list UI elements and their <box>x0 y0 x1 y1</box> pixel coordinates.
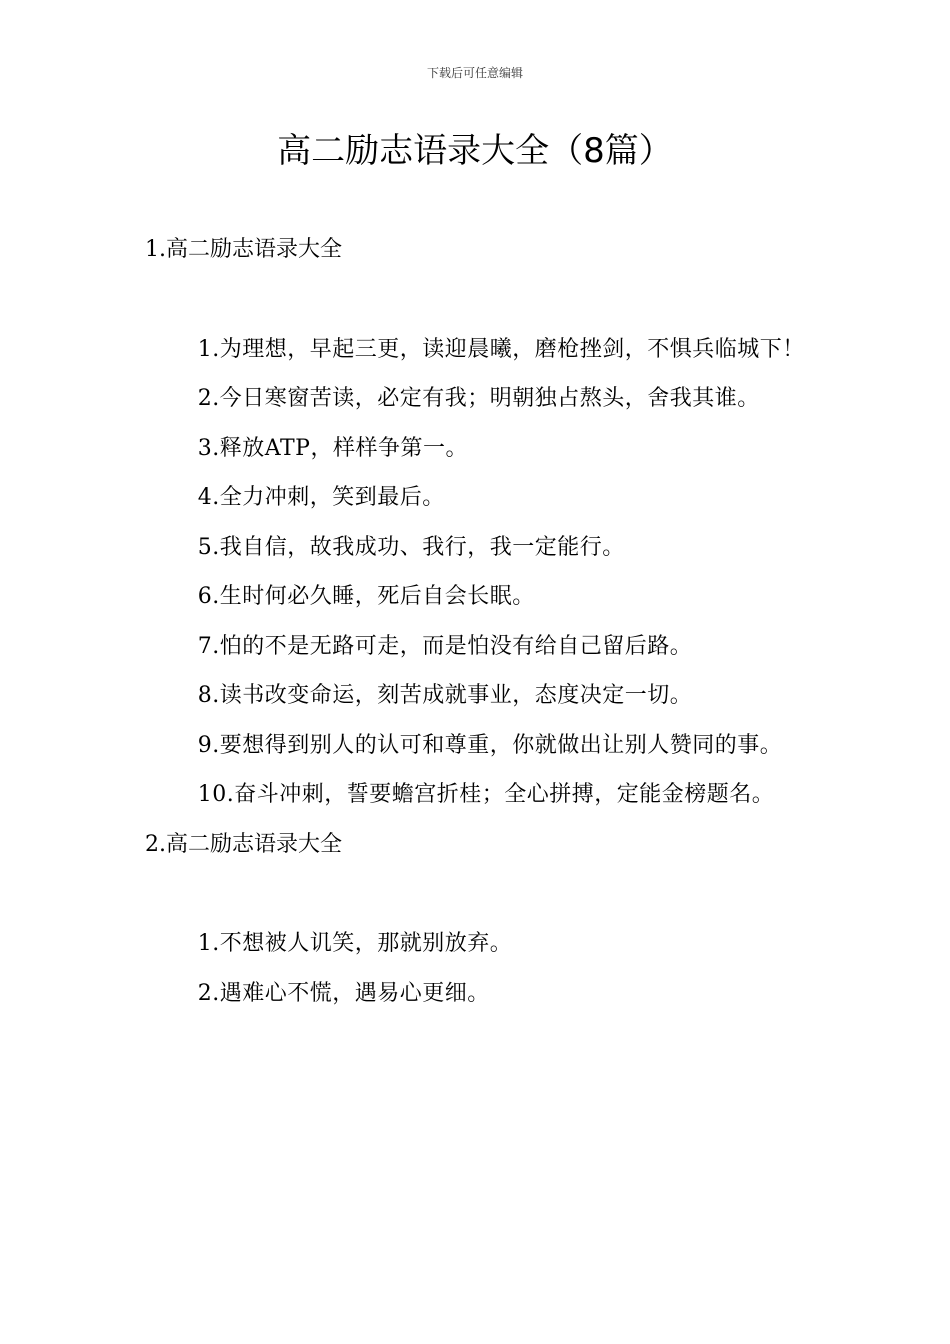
quote-item: 10.奋斗冲刺，誓要蟾宫折桂；全心拼搏，定能金榜题名。 <box>197 782 775 807</box>
quote-item: 1.为理想，早起三更，读迎晨曦，磨枪挫剑，不惧兵临城下！ <box>197 336 805 362</box>
document-title: 高二励志语录大全（8篇） <box>277 131 673 171</box>
quote-item: 6.生时何必久睡，死后自会长眠。 <box>197 584 535 609</box>
document-body <box>145 225 808 1018</box>
quote-item: 5.我自信，故我成功、我行，我一定能行。 <box>197 534 625 560</box>
quote-item: 9.要想得到别人的认可和尊重，你就做出让别人赞同的事。 <box>197 732 783 758</box>
quote-item: 8.读书改变命运，刻苦成就事业，态度决定一切。 <box>197 683 693 708</box>
section-heading-1: 1.高二励志语录大全 <box>145 237 342 262</box>
quote-item: 7.怕的不是无路可走，而是怕没有给自己留后路。 <box>197 633 693 659</box>
quote-item: 4.全力冲刺，笑到最后。 <box>197 485 445 510</box>
spacer <box>145 869 808 919</box>
header-note: 下载后可任意编辑 <box>426 66 523 80</box>
spacer <box>145 275 808 325</box>
quote-item: 3.释放ATP，样样争第一。 <box>197 435 468 461</box>
quote-item: 2.遇难心不慌，遇易心更细。 <box>197 980 490 1006</box>
quote-item: 2.今日寒窗苦读，必定有我；明朝独占熬头，舍我其谁。 <box>197 386 760 411</box>
quote-item: 1.不想被人讥笑，那就别放弃。 <box>197 931 513 956</box>
section-heading-2: 2.高二励志语录大全 <box>145 831 342 857</box>
